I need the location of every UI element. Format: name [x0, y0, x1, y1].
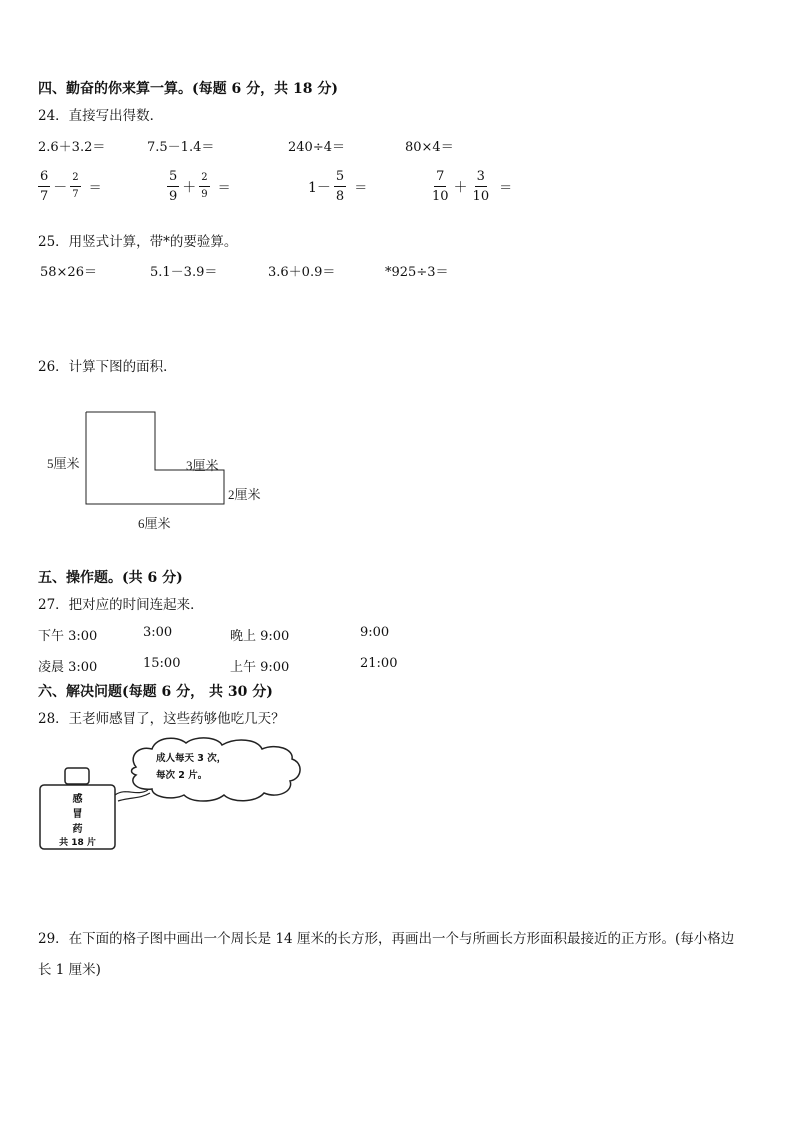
time-item: 凌晨 3:00: [38, 660, 98, 675]
fraction: $\frac{6}{7}$: [40, 169, 49, 204]
cloud-text-line-2: 每次 2 片。: [156, 770, 208, 781]
question-24-label: 24．直接写出得数．: [38, 108, 164, 124]
q24-fraction-item-2: $\frac{5}{9}$ ＋ $\frac{2}{9}$ ＝: [169, 169, 231, 204]
bottle-cap: [65, 768, 89, 784]
time-item: 21:00: [360, 656, 398, 671]
cloud-text-line-1: 成人每天 3 次，: [156, 753, 227, 764]
time-item: 9:00: [360, 625, 390, 640]
time-item: 晚上 9:00: [230, 629, 290, 644]
q24-fraction-item-4: $\frac{7}{10}$ ＋ $\frac{3}{10}$ ＝: [432, 169, 513, 204]
q24-item-2: 7.5－1.4＝: [147, 140, 215, 155]
fraction: $\frac{5}{9}$: [169, 169, 178, 204]
question-27-label: 27．把对应的时间连起来．: [38, 597, 204, 613]
q24-fraction-item-3: 1－ $\frac{5}{8}$ ＝: [308, 169, 368, 204]
q24-item-1: 2.6＋3.2＝: [38, 140, 106, 155]
bottle-label: 感 冒 药 共 18 片: [59, 794, 96, 848]
fraction: $\frac{3}{10}$: [472, 169, 490, 204]
question-28-label: 28．王老师感冒了，这些药够他吃几天？: [38, 711, 285, 727]
fraction: $\frac{5}{8}$: [335, 169, 345, 204]
question-25-label: 25．用竖式计算，带*的要验算。: [38, 234, 238, 250]
dim-right-label: 2厘米: [228, 487, 261, 502]
dim-left-label: 5厘米: [47, 456, 80, 471]
q24-item-4: 80×4＝: [405, 140, 454, 155]
q24-fraction-item-1: $\frac{6}{7}$ － $\frac{2}{7}$ ＝: [40, 169, 102, 204]
section-6-title: 六、解决问题(每题 6 分， 共 30 分): [38, 684, 273, 700]
time-item: 下午 3:00: [38, 629, 98, 644]
section-4-title: 四、勤奋的你来算一算。(每题 6 分，共 18 分): [38, 81, 338, 97]
dim-inner-label: 3厘米: [186, 458, 219, 473]
time-item: 15:00: [143, 656, 181, 671]
q25-item-3: 3.6＋0.9＝: [268, 265, 336, 280]
fraction: $\frac{2}{7}$: [72, 172, 79, 200]
q25-item-4: *925÷3＝: [385, 265, 449, 280]
question-29-line-2: 长 1 厘米): [38, 962, 101, 978]
question-29-line-1: 29．在下面的格子图中画出一个周长是 14 厘米的长方形，再画出一个与所画长方形面积最接近的正方形。(每小格边: [38, 931, 735, 947]
time-item: 上午 9:00: [230, 660, 290, 675]
dim-bottom-label: 6厘米: [138, 516, 171, 531]
question-26-label: 26．计算下图的面积．: [38, 359, 177, 375]
q25-item-2: 5.1－3.9＝: [150, 265, 218, 280]
section-5-title: 五、操作题。(共 6 分): [38, 570, 183, 586]
time-item: 3:00: [143, 625, 173, 640]
fraction: $\frac{2}{9}$: [201, 172, 208, 200]
q24-item-3: 240÷4＝: [288, 140, 345, 155]
q25-item-1: 58×26＝: [40, 265, 97, 280]
fraction: $\frac{7}{10}$: [432, 169, 449, 204]
